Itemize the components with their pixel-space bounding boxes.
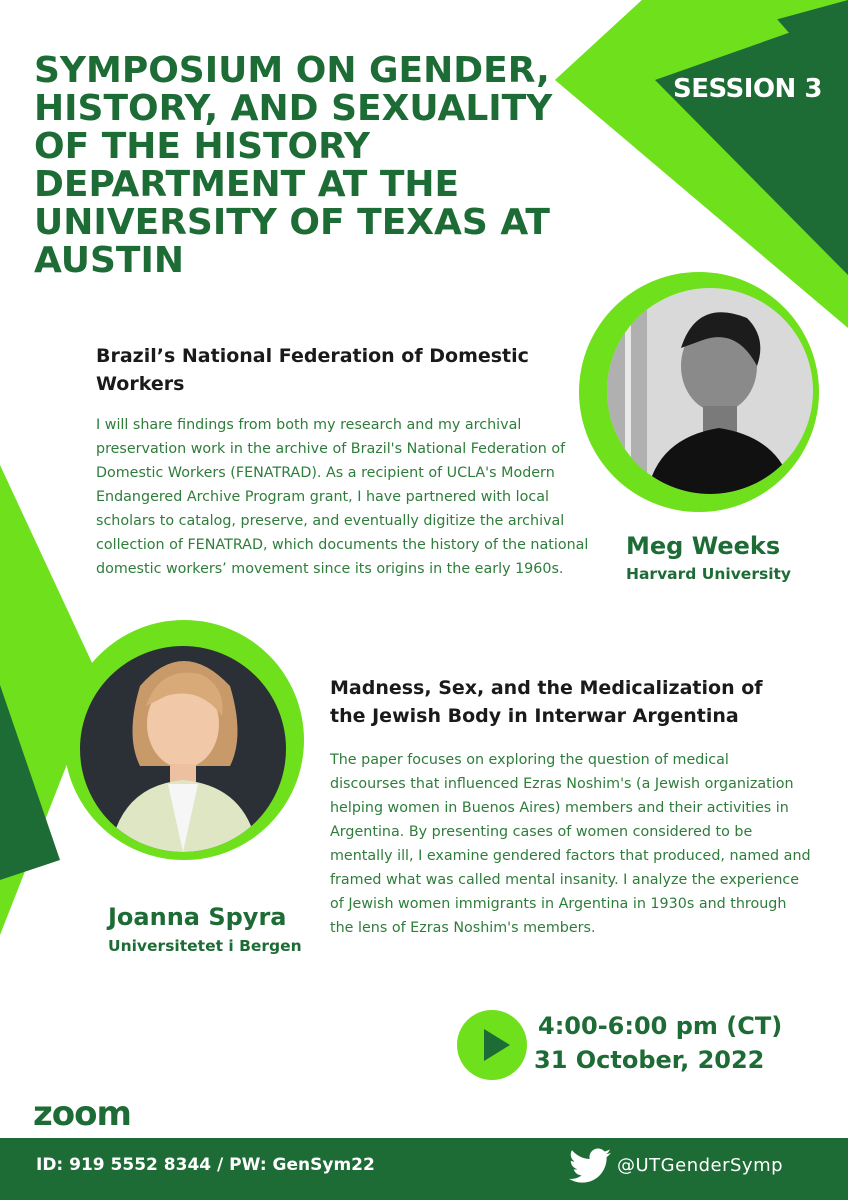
talk-title-line: Madness, Sex, and the Medicalization of <box>330 677 763 699</box>
abstract-line: The paper focuses on exploring the question of medical <box>330 752 729 768</box>
abstract-line: Domestic Workers (FENATRAD). As a recipient of UCLA's Modern <box>96 465 555 481</box>
abstract-line: Argentina. By presenting cases of women considered to be <box>330 824 753 840</box>
play-icon <box>457 1010 527 1080</box>
talk-title-line: Brazil’s National Federation of Domestic <box>96 345 529 367</box>
abstract-line: framed what was called mental insanity. I analyze the experience <box>330 872 800 888</box>
zoom-meeting-info: ID: 919 5552 8344 / PW: GenSym22 <box>36 1155 375 1175</box>
portrait-placeholder-icon <box>607 288 813 494</box>
speaker-name-1: Meg Weeks <box>626 532 781 560</box>
abstract-line: mentally ill, I examine gendered factors that produced, named and <box>330 848 811 864</box>
speaker-photo-joanna-spyra <box>80 646 286 852</box>
event-time: 4:00-6:00 pm (CT) <box>538 1012 783 1040</box>
title-line: HISTORY, AND SEXUALITY <box>34 88 553 129</box>
twitter-bird-icon[interactable] <box>569 1148 611 1184</box>
abstract-line: helping women in Buenos Aires) members and their activities in <box>330 800 789 816</box>
talk-title-2 <box>330 674 790 730</box>
title-line: DEPARTMENT AT THE <box>34 164 460 205</box>
session-label: SESSION 3 <box>673 74 822 104</box>
event-date: 31 October, 2022 <box>534 1046 765 1074</box>
portrait-placeholder-icon <box>80 646 286 852</box>
speaker-photo-ring-1 <box>579 272 819 512</box>
abstract-line: scholars to catalog, preserve, and eventually digitize the archival <box>96 513 565 529</box>
abstract-line: the lens of Ezras Noshim's members. <box>330 920 596 936</box>
abstract-line: collection of FENATRAD, which documents the history of the national <box>96 537 589 553</box>
talk-title-line: Workers <box>96 373 185 395</box>
talk-title-1 <box>96 342 566 398</box>
abstract-line: of Jewish women immigrants in Argentina in 1930s and through <box>330 896 787 912</box>
talk-abstract-1 <box>96 413 588 581</box>
abstract-line: domestic workers’ movement since its origins in the early 1960s. <box>96 561 564 577</box>
title-line: UNIVERSITY OF TEXAS AT <box>34 202 550 243</box>
twitter-handle[interactable]: @UTGenderSymp <box>617 1155 784 1176</box>
speaker-name-2: Joanna Spyra <box>108 903 287 931</box>
abstract-line: Endangered Archive Program grant, I have partnered with local <box>96 489 549 505</box>
abstract-line: preservation work in the archive of Brazil's National Federation of <box>96 441 566 457</box>
title-line: SYMPOSIUM ON GENDER, <box>34 50 550 91</box>
event-title <box>34 52 554 280</box>
speaker-affiliation-2: Universitetet i Bergen <box>108 937 302 955</box>
zoom-logo: zoom <box>33 1094 131 1134</box>
talk-title-line: the Jewish Body in Interwar Argentina <box>330 705 739 727</box>
abstract-line: I will share findings from both my research and my archival <box>96 417 522 433</box>
speaker-photo-meg-weeks <box>607 288 813 494</box>
speaker-affiliation-1: Harvard University <box>626 565 792 583</box>
play-button[interactable] <box>457 1010 527 1080</box>
title-line: OF THE HISTORY <box>34 126 370 167</box>
title-line: AUSTIN <box>34 240 184 281</box>
speaker-photo-ring-2 <box>64 620 304 860</box>
abstract-line: discourses that influenced Ezras Noshim's (a Jewish organization <box>330 776 794 792</box>
talk-abstract-2 <box>330 748 811 940</box>
